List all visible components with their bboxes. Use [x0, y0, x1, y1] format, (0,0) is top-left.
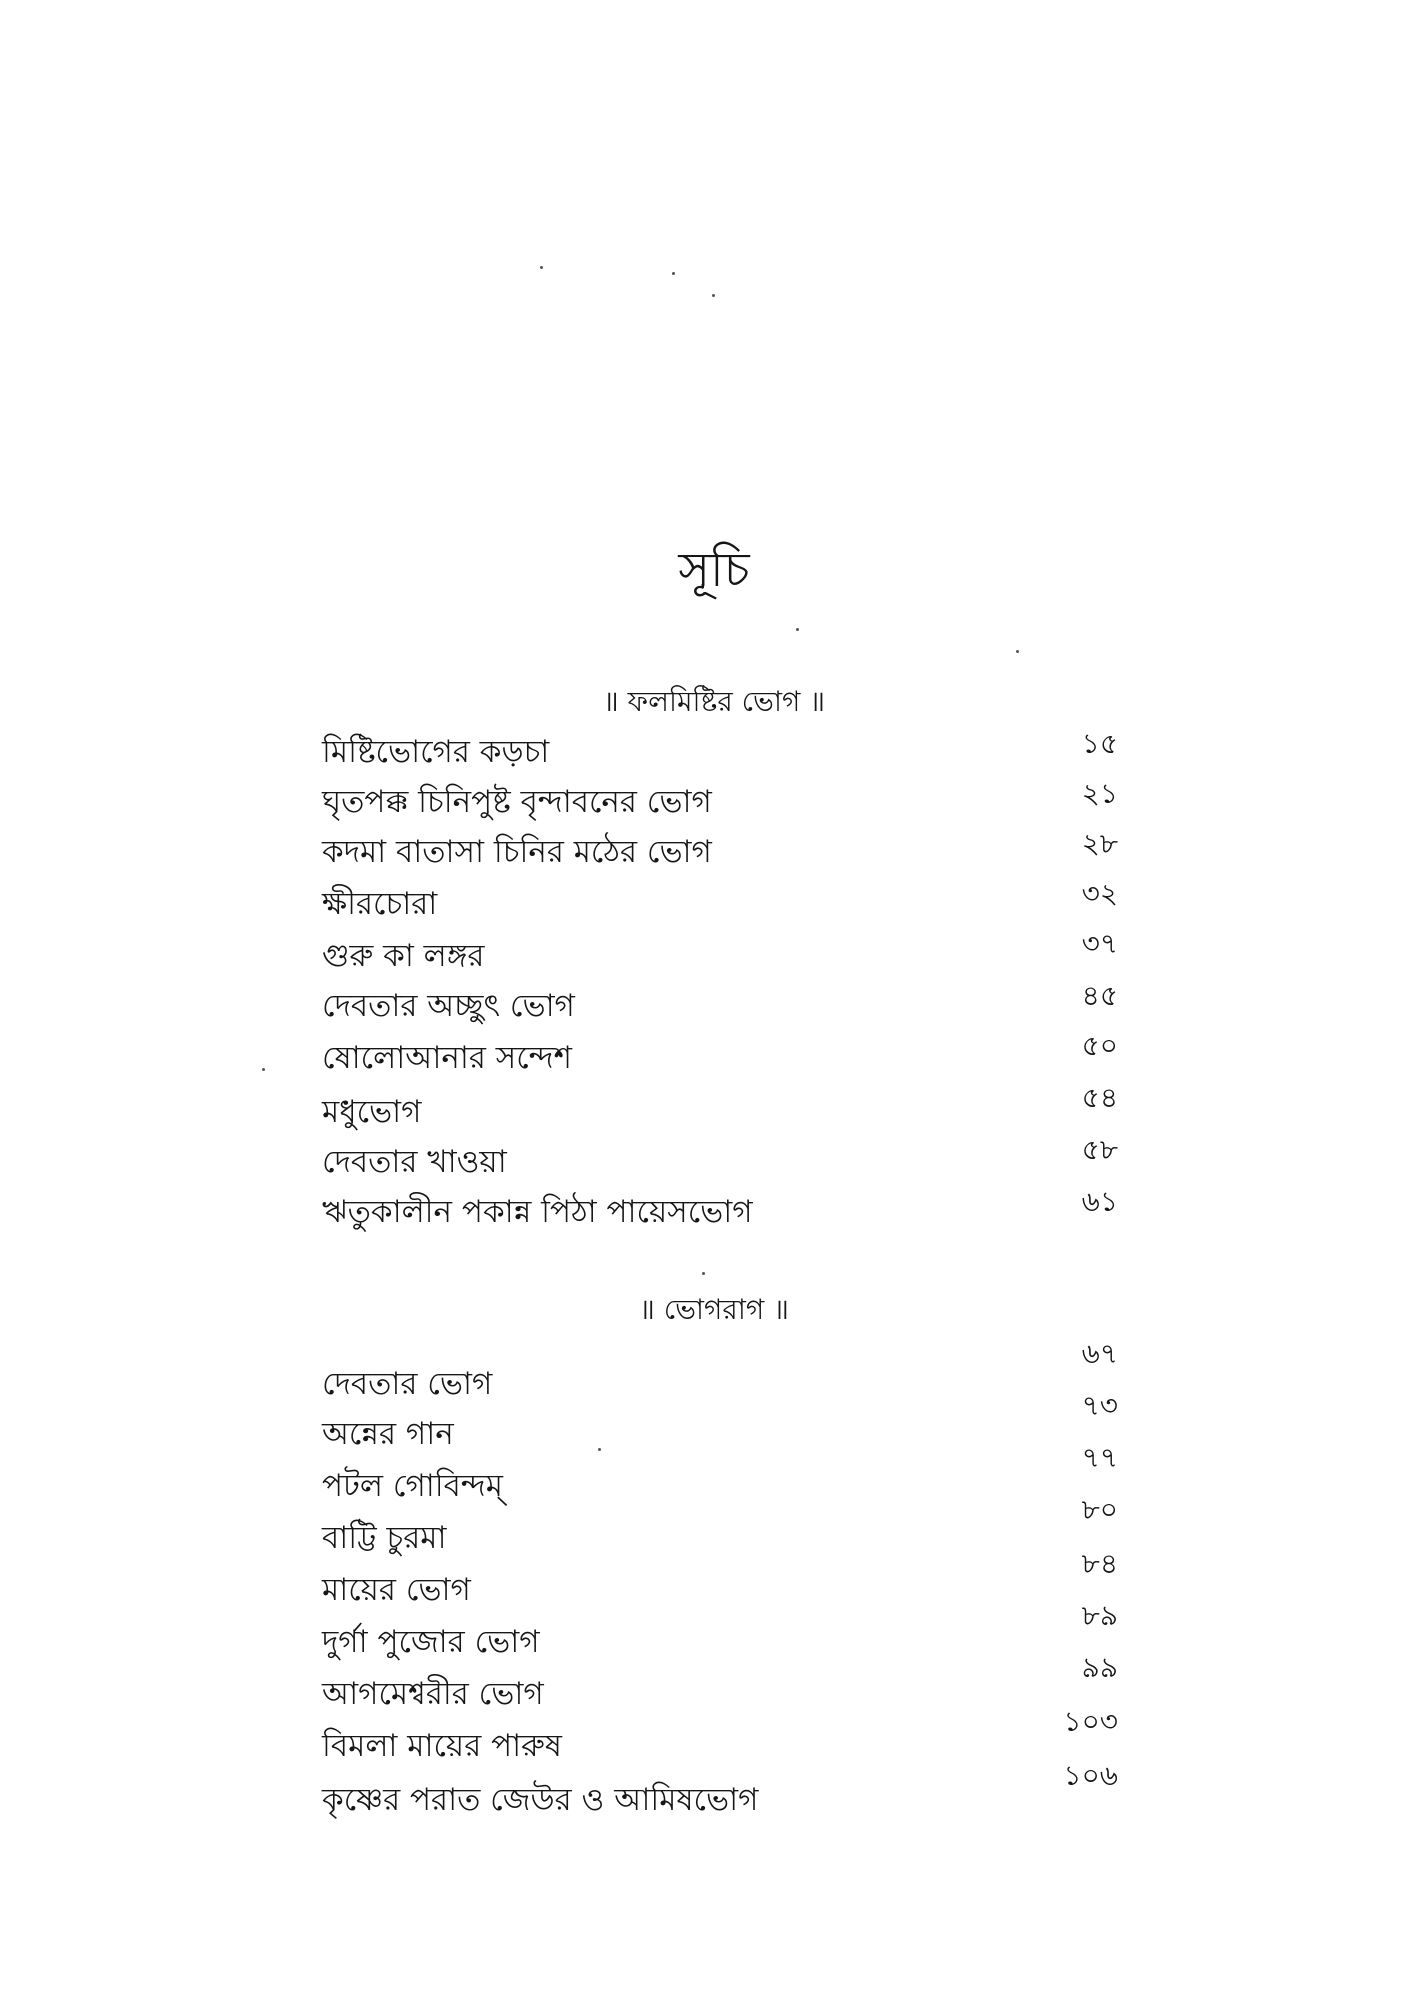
- toc-entry-page: ৭৩: [1081, 1389, 1118, 1422]
- toc-entry-title: ক্ষীরচোরা: [322, 886, 438, 922]
- toc-entry-title: বাট্টি চুরমা: [322, 1520, 447, 1556]
- section-heading: ॥ ভোগরাগ ॥: [638, 1293, 790, 1326]
- toc-entry-page: ৯৯: [1081, 1651, 1118, 1684]
- toc-entry-page: ৪৫: [1081, 979, 1118, 1012]
- toc-entry-page: ৫৪: [1081, 1081, 1118, 1114]
- toc-entry-title: ঋতুকালীন পকান্ন পিঠা পায়েসভোগ: [322, 1194, 753, 1230]
- toc-entry-title: দুর্গা পুজোর ভোগ: [322, 1624, 540, 1660]
- toc-entry-page: ২১: [1081, 777, 1118, 810]
- toc-entry-page: ৮০: [1081, 1493, 1118, 1526]
- toc-entry-page: ১৫: [1081, 727, 1118, 760]
- scan-speck: [796, 628, 799, 631]
- toc-entry-page: ১০৩: [1063, 1705, 1118, 1738]
- section-heading: ॥ ফলমিষ্টির ভোগ ॥: [602, 685, 826, 718]
- scan-speck: [262, 1068, 265, 1071]
- toc-entry-title: পটল গোবিন্দম্‌: [322, 1468, 503, 1504]
- scan-speck: [540, 266, 543, 269]
- toc-entry-page: ৫৮: [1081, 1133, 1118, 1166]
- toc-entry-page: ৩২: [1081, 877, 1118, 910]
- toc-entry-title: অন্নের গান: [322, 1416, 454, 1452]
- scan-speck: [1016, 650, 1019, 653]
- page-title: সূচি: [678, 542, 750, 598]
- toc-entry-title: গুরু কা লঙ্গর: [322, 938, 485, 974]
- toc-entry-page: ৭৭: [1081, 1441, 1118, 1474]
- toc-entry-title: কদমা বাতাসা চিনির মঠের ভোগ: [322, 834, 712, 870]
- toc-entry-title: বিমলা মায়ের পারুষ: [322, 1728, 563, 1764]
- toc-entry-page: ৩৭: [1081, 927, 1118, 960]
- toc-entry-title: মিষ্টিভোগের কড়চা: [322, 734, 550, 770]
- toc-entry-title: দেবতার খাওয়া: [322, 1144, 507, 1180]
- toc-entry-title: দেবতার অচ্ছুৎ ভোগ: [322, 988, 575, 1024]
- toc-entry-title: দেবতার ভোগ: [322, 1366, 493, 1402]
- scan-speck: [702, 1272, 705, 1275]
- scan-speck: [672, 272, 675, 275]
- toc-entry-page: ১০৬: [1063, 1759, 1118, 1792]
- toc-entry-title: মধুভোগ: [322, 1094, 422, 1130]
- scan-speck: [712, 294, 715, 297]
- scan-speck: [598, 1448, 601, 1451]
- toc-entry-page: ৬৭: [1081, 1337, 1118, 1370]
- toc-entry-page: ৮৪: [1081, 1547, 1118, 1580]
- toc-entry-title: কৃষ্ণের পরাত জেউর ও আমিষভোগ: [322, 1782, 759, 1818]
- toc-entry-title: আগমেশ্বরীর ভোগ: [322, 1676, 544, 1712]
- toc-entry-page: ৬১: [1081, 1185, 1118, 1218]
- toc-entry-title: ঘৃতপক্ক চিনিপুষ্ট বৃন্দাবনের ভোগ: [322, 784, 712, 820]
- toc-entry-title: মায়ের ভোগ: [322, 1572, 471, 1608]
- toc-entry-page: ৮৯: [1081, 1599, 1118, 1632]
- toc-entry-page: ৫০: [1081, 1029, 1118, 1062]
- toc-entry-title: ষোলোআনার সন্দেশ: [322, 1040, 572, 1076]
- toc-entry-page: ২৮: [1081, 827, 1118, 860]
